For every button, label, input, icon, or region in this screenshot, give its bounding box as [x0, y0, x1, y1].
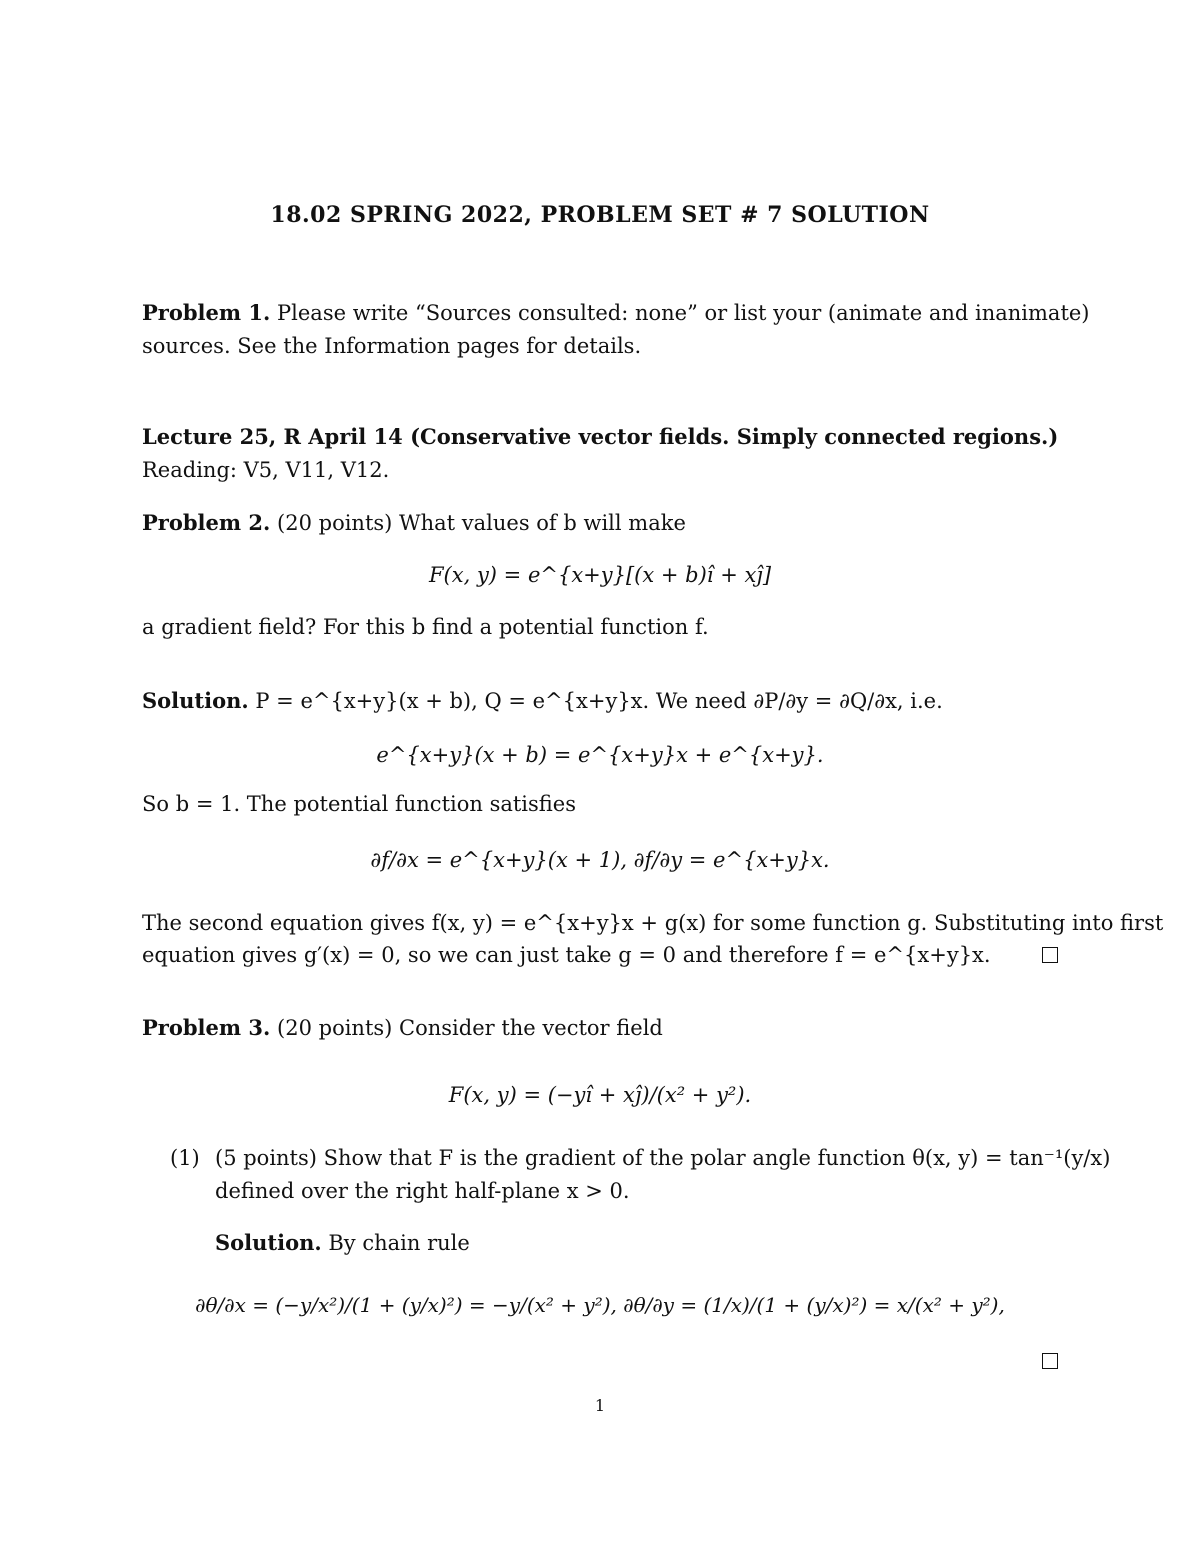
problem-1-text: Please write “Sources consulted: none” or list your (animate and inanimate): [277, 301, 1090, 325]
problem-2-equation: F(x, y) = e^{x+y}[(x + b)î + xĵ]: [428, 563, 772, 587]
problem-2-solution-line-4: equation gives g′(x) = 0, so we can just take g = 0 and therefore f = e^{x+y}x.: [142, 943, 991, 967]
problem-3-equation: F(x, y) = (−yî + xĵ)/(x² + y²).: [448, 1083, 752, 1107]
problem-1-label: Problem 1.: [142, 300, 271, 325]
problem-3-prompt: (20 points) Consider the vector field: [277, 1016, 663, 1040]
problem-2-solution-text: P = e^{x+y}(x + b), Q = e^{x+y}x. We need ∂P/∂y = ∂Q/∂x, i.e.: [255, 689, 943, 713]
problem-2-solution-line-3: The second equation gives f(x, y) = e^{x+y}x + g(x) for some function g. Substituting into first: [142, 911, 1164, 935]
page-title: 18.02 SPRING 2022, PROBLEM SET # 7 SOLUTION: [270, 202, 930, 228]
problem-3-label: Problem 3.: [142, 1015, 271, 1040]
problem-2-solution-line-2: So b = 1. The potential function satisfies: [142, 792, 577, 816]
problem-3-part-1-marker: (1): [170, 1146, 200, 1170]
problem-3-solution-eq: ∂θ/∂x = (−y/x²)/(1 + (y/x)²) = −y/(x² + y²), ∂θ/∂y = (1/x)/(1 + (y/x)²) = x/(x² + y²),: [195, 1293, 1005, 1317]
problem-3-line: [142, 1013, 663, 1043]
lecture-reading: Reading: V5, V11, V12.: [142, 458, 390, 482]
problem-2-followup: a gradient field? For this b find a potential function f.: [142, 615, 709, 639]
problem-2-label: Problem 2.: [142, 510, 271, 535]
qed-square-icon: [1042, 947, 1058, 963]
problem-2-line: [142, 508, 686, 538]
problem-3-part-1-line-2: defined over the right half-plane x > 0.: [215, 1179, 630, 1203]
problem-3-solution-line: [215, 1228, 470, 1258]
problem-2-solution-eq-1: e^{x+y}(x + b) = e^{x+y}x + e^{x+y}.: [376, 743, 824, 767]
lecture-heading: Lecture 25, R April 14 (Conservative vector fields. Simply connected regions.): [142, 424, 1059, 449]
problem-2-solution-line-1: [142, 686, 943, 716]
page-number: 1: [594, 1396, 606, 1415]
problem-3-solution-text: By chain rule: [328, 1231, 470, 1255]
problem-2-solution-label: Solution.: [142, 688, 249, 713]
problem-3-part-1-line-1: (5 points) Show that F is the gradient of the polar angle function θ(x, y) = tan⁻¹(y/x): [215, 1146, 1111, 1170]
problem-1-line-2: sources. See the Information pages for details.: [142, 334, 642, 358]
problem-3-solution-label: Solution.: [215, 1230, 322, 1255]
problem-2-solution-eq-2: ∂f/∂x = e^{x+y}(x + 1), ∂f/∂y = e^{x+y}x.: [370, 848, 830, 872]
problem-2-prompt: (20 points) What values of b will make: [277, 511, 686, 535]
problem-1-line-1: [142, 298, 1090, 328]
qed-square-icon: [1042, 1353, 1058, 1369]
